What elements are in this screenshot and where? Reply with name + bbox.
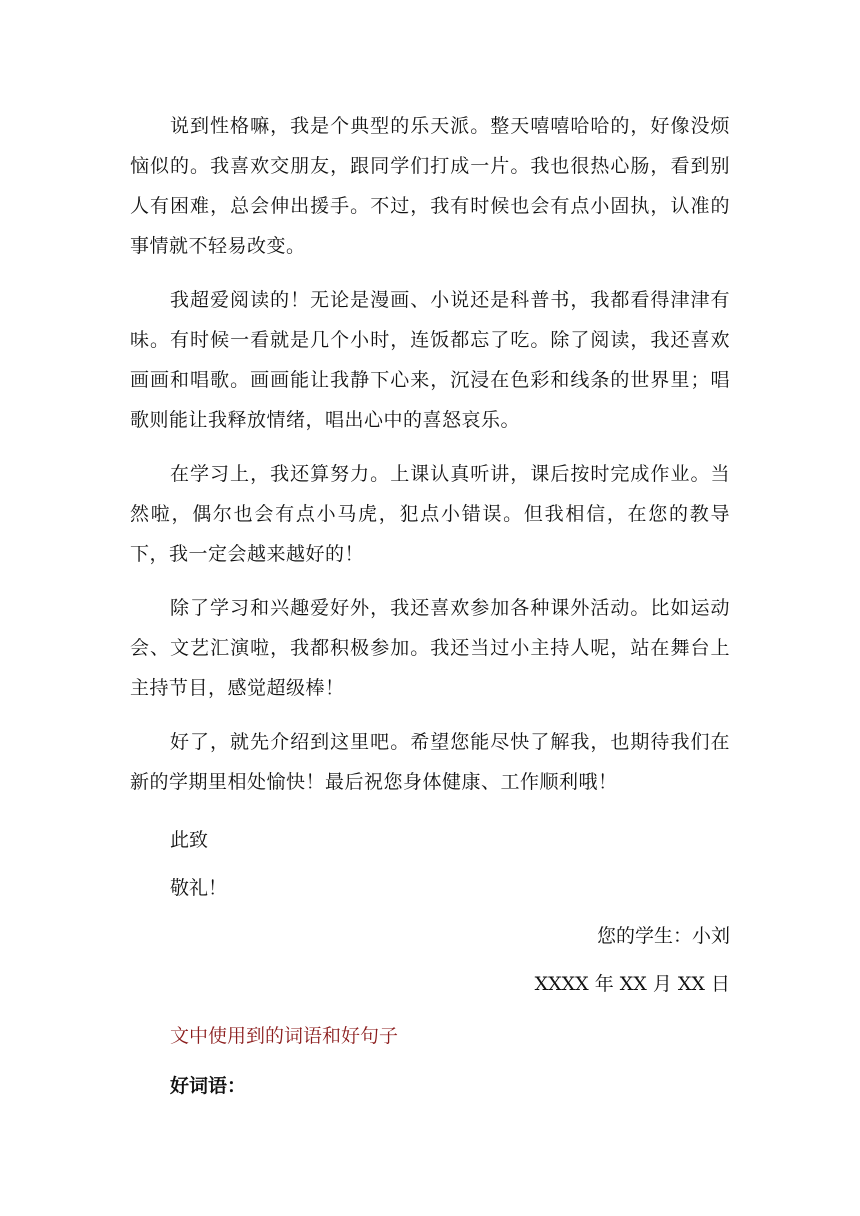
paragraph-hobbies: 我超爱阅读的！无论是漫画、小说还是科普书，我都看得津津有味。有时候一看就是几个小时，连饭都忘了吃。除了阅读，我还喜欢画画和唱歌。画画能让我静下心来，沉浸在色彩和线条的世界里；唱歌则能让我释放情绪，唱出心中的喜怒哀乐。: [130, 289, 730, 431]
paragraph-activities: 除了学习和兴趣爱好外，我还喜欢参加各种课外活动。比如运动会、文艺汇演啦，我都积极参加。我还当过小主持人呢，站在舞台上主持节目，感觉超级棒！: [130, 597, 730, 699]
paragraph-study: 在学习上，我还算努力。上课认真听讲，课后按时完成作业。当然啦，偶尔也会有点小马虎，犯点小错误。但我相信，在您的教导下，我一定会越来越好的！: [130, 463, 730, 565]
closing-line-2: 敬礼！: [170, 877, 228, 899]
paragraph-closing-wish: 好了，就先介绍到这里吧。希望您能尽快了解我，也期待我们在新的学期里相处愉快！最后祝您身体健康、工作顺利哦！: [130, 731, 730, 793]
good-words-heading: 好词语：: [170, 1075, 247, 1097]
letter-body: [130, 106, 730, 1108]
closing-line-1: 此致: [170, 829, 209, 851]
paragraph-personality: 说到性格嘛，我是个典型的乐天派。整天嘻嘻哈哈的，好像没烦恼似的。我喜欢交朋友，跟同学们打成一片。我也很热心肠，看到别人有困难，总会伸出援手。不过，我有时候也会有点小固执，认准的事情就不轻易改变。: [130, 115, 730, 257]
signature-date: XXXX 年 XX 月 XX 日: [534, 973, 730, 995]
section-title: 文中使用到的词语和好句子: [170, 1025, 399, 1047]
signature-name: 您的学生：小刘: [596, 925, 730, 947]
